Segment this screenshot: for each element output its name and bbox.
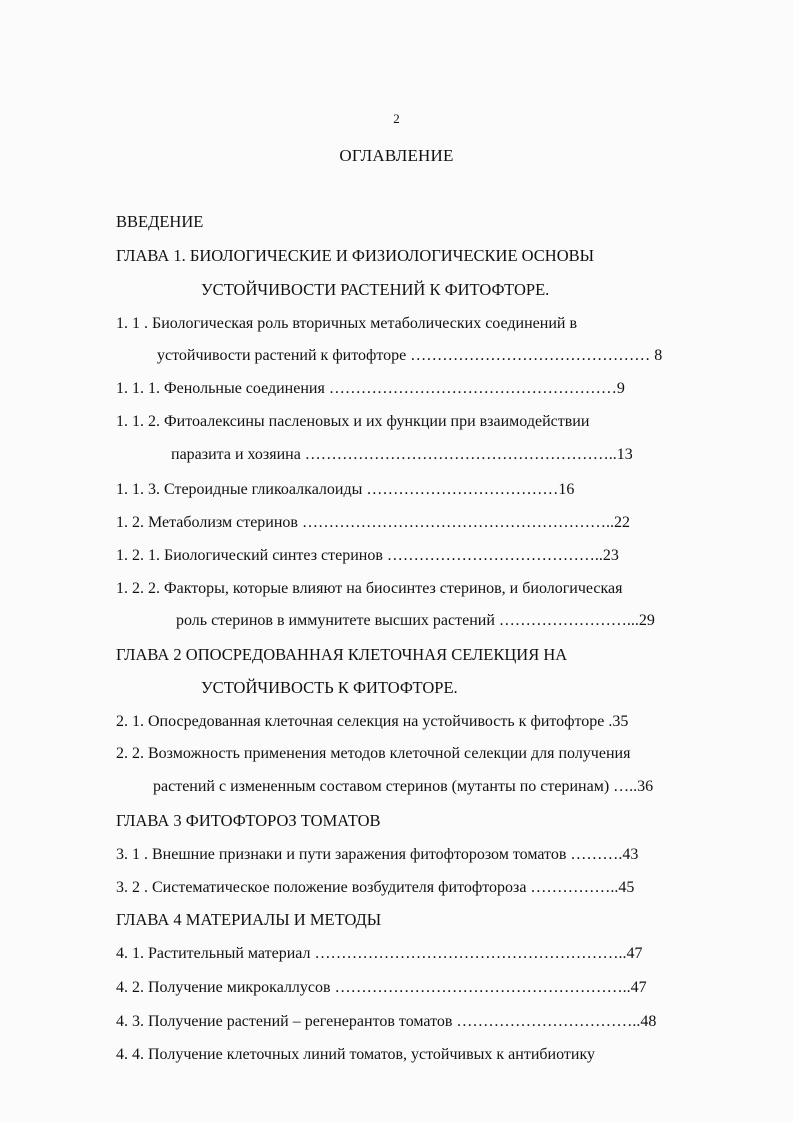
toc-entry-1-1-2-cont: паразита и хозяина …………………………………………………..13 [171,446,633,463]
toc-chapter-3: ГЛАВА 3 ФИТОФТОРОЗ ТОМАТОВ [116,811,381,830]
toc-entry-2-1: 2. 1. Опосредованная клеточная селекция на устойчивость к фитофторе .35 [116,713,629,730]
toc-entry-1-2-1: 1. 2. 1. Биологический синтез стеринов …………………………………..23 [116,547,619,564]
toc-entry-1-1-2: 1. 1. 2. Фитоалексины пасленовых и их функции при взаимодействии [116,413,590,430]
toc-chapter-2-cont: УСТОЙЧИВОСТЬ К ФИТОФТОРЕ. [201,678,458,697]
toc-entry-1-2-2: 1. 2. 2. Факторы, которые влияют на биосинтез стеринов, и биологическая [116,580,623,597]
toc-entry-4-4: 4. 4. Получение клеточных линий томатов, устойчивых к антибиотику [116,1046,595,1063]
toc-entry-1-2-2-cont: роль стеринов в иммунитете высших растений ……………………...29 [176,612,655,629]
toc-entry-1-1-cont: устойчивости растений к фитофторе ……………………………………… 8 [157,347,663,364]
toc-entry-introduction: ВВЕДЕНИЕ [116,212,204,231]
page-title: ОГЛАВЛЕНИЕ [339,146,454,165]
toc-entry-2-2-cont: растений с измененным составом стеринов (мутанты по стеринам) …..36 [153,778,654,795]
toc-entry-1-1-1: 1. 1. 1. Фенольные соединения ………………………………………………9 [116,380,625,397]
toc-chapter-1: ГЛАВА 1. БИОЛОГИЧЕСКИЕ И ФИЗИОЛОГИЧЕСКИЕ ОСНОВЫ [116,246,595,265]
page-number: 2 [393,111,400,126]
toc-entry-4-3: 4. 3. Получение растений – регенерантов томатов ……………………………..48 [116,1013,657,1030]
toc-entry-2-2: 2. 2. Возможность применения методов клеточной селекции для получения [116,745,631,762]
toc-entry-4-2: 4. 2. Получение микрокаллусов ………………………………………………..47 [116,979,647,996]
toc-entry-3-2: 3. 2 . Систематическое положение возбудителя фитофтороза ……………..45 [116,879,635,896]
toc-entry-3-1: 3. 1 . Внешние признаки и пути заражения фитофторозом томатов ……….43 [116,846,639,863]
toc-entry-1-1: 1. 1 . Биологическая роль вторичных метаболических соединений в [116,315,577,332]
toc-entry-4-1: 4. 1. Растительный материал …………………………………………………..47 [116,945,643,962]
toc-entry-1-1-3: 1. 1. 3. Стероидные гликоалкалоиды ………………………………16 [116,481,575,498]
toc-chapter-2: ГЛАВА 2 ОПОСРЕДОВАННАЯ КЛЕТОЧНАЯ СЕЛЕКЦИЯ НА [116,645,568,664]
toc-chapter-1-cont: УСТОЙЧИВОСТИ РАСТЕНИЙ К ФИТОФТОРЕ. [201,280,550,299]
toc-chapter-4: ГЛАВА 4 МАТЕРИАЛЫ И МЕТОДЫ [116,910,382,929]
toc-entry-1-2: 1. 2. Метаболизм стеринов …………………………………………………..22 [116,514,630,531]
